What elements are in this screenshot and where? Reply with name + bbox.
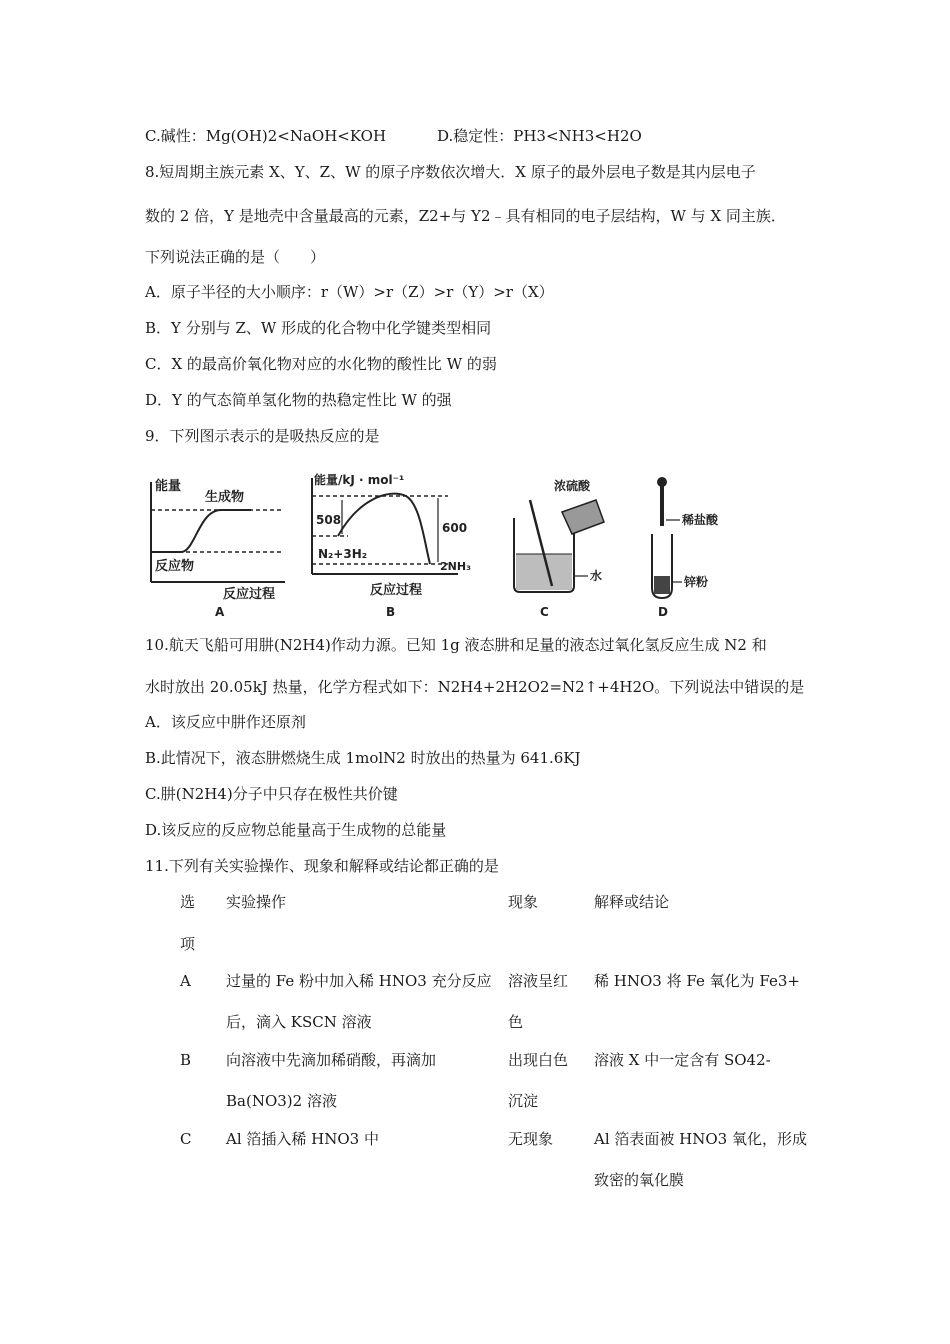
- table-header-operation: 实验操作: [226, 893, 287, 911]
- table-row-a-operation-1: 过量的 Fe 粉中加入稀 HNO3 充分反应: [226, 972, 492, 990]
- q10-option-a: A．该反应中肼作还原剂: [145, 713, 306, 731]
- figure-d-tag: D: [658, 605, 668, 619]
- table-row-a-phenomenon-2: 色: [508, 1013, 524, 1031]
- figure-d-dropper-bulb: [657, 477, 667, 487]
- figure-a-curve: [151, 510, 251, 552]
- table-header-option-a: 选: [180, 893, 196, 911]
- figure-d-dropper-tube: [660, 486, 664, 526]
- table-row-a-operation-2: 后，滴入 KSCN 溶液: [226, 1013, 372, 1031]
- figure-c-bottle: [562, 500, 604, 534]
- figure-b-val2: 600: [442, 521, 468, 535]
- figure-b-val1: 508: [316, 513, 342, 527]
- q8-stem-line1: 8.短周期主族元素 X、Y、Z、W 的原子序数依次增大．X 原子的最外层电子数是其内层电子: [145, 163, 756, 181]
- q8-option-c: C．X 的最高价氧化物对应的水化物的酸性比 W 的弱: [145, 355, 497, 373]
- table-row-b-option: B: [180, 1051, 192, 1069]
- figure-c-beaker: [500, 470, 630, 620]
- q8-stem-line3: 下列说法正确的是（ ）: [145, 248, 326, 266]
- table-row-c-option: C: [180, 1130, 192, 1148]
- table-row-b-conclusion-1: 溶液 X 中一定含有 SO42-: [594, 1051, 771, 1069]
- table-row-b-phenomenon-2: 沉淀: [508, 1092, 539, 1110]
- figure-c-tag: C: [540, 605, 549, 619]
- q8-option-b: B．Y 分别与 Z、W 形成的化合物中化学键类型相同: [145, 319, 492, 337]
- q10-option-c: C.肼(N2H4)分子中只存在极性共价键: [145, 785, 398, 803]
- figure-a-ylabel: 能量: [155, 479, 182, 494]
- figure-d-zinc: [654, 576, 670, 594]
- table-row-a-phenomenon-1: 溶液呈红: [508, 972, 569, 990]
- figure-a-reactant-label: 反应物: [155, 559, 195, 574]
- q9-stem: 9．下列图示表示的是吸热反应的是: [145, 427, 380, 445]
- q7-option-d: D.稳定性：PH3<NH3<H2O: [437, 127, 642, 145]
- table-row-c-conclusion-2: 致密的氧化膜: [594, 1171, 685, 1189]
- figure-c-label2: 水: [590, 569, 603, 583]
- table-row-c-conclusion-1: Al 箔表面被 HNO3 氧化，形成: [594, 1130, 807, 1148]
- figure-a-product-label: 生成物: [205, 490, 245, 505]
- q10-option-b: B.此情况下，液态肼燃烧生成 1molN2 时放出的热量为 641.6KJ: [145, 749, 581, 767]
- table-row-b-operation-2: Ba(NO3)2 溶液: [226, 1092, 337, 1110]
- q8-option-a: A．原子半径的大小顺序：r（W）>r（Z）>r（Y）>r（X）: [145, 283, 554, 301]
- table-header-option-b: 项: [180, 935, 196, 953]
- table-row-a-conclusion-1: 稀 HNO3 将 Fe 氧化为 Fe3+: [594, 972, 800, 990]
- figure-a-xlabel: 反应过程: [223, 587, 276, 602]
- figure-a-tag: A: [215, 605, 225, 619]
- figure-b-ylabel: 能量/kJ · mol⁻¹: [314, 473, 405, 487]
- table-row-c-operation-1: Al 箔插入稀 HNO3 中: [226, 1130, 379, 1148]
- figure-b-reactant-label: N₂+3H₂: [318, 547, 368, 561]
- q7-option-c: C.碱性：Mg(OH)2<NaOH<KOH: [145, 127, 387, 145]
- q11-stem: 11.下列有关实验操作、现象和解释或结论都正确的是: [145, 857, 499, 875]
- q10-option-d: D.该反应的反应物总能量高于生成物的总能量: [145, 821, 447, 839]
- figure-b-product-label: 2NH₃: [440, 560, 471, 573]
- q8-option-d: D．Y 的气态简单氢化物的热稳定性比 W 的强: [145, 391, 452, 409]
- q8-stem-line2: 数的 2 倍，Y 是地壳中含量最高的元素，Z2+与 Y2﹣具有相同的电子层结构，W 与 X 同主族．: [145, 207, 786, 225]
- figure-d-label1: 稀盐酸: [682, 513, 719, 527]
- figure-b-energy-diagram: [298, 470, 488, 620]
- table-row-b-operation-1: 向溶液中先滴加稀硝酸，再滴加: [226, 1051, 437, 1069]
- table-row-b-phenomenon-1: 出现白色: [508, 1051, 569, 1069]
- figure-a-energy-diagram: [143, 470, 293, 620]
- q10-stem-line2: 水时放出 20.05kJ 热量，化学方程式如下：N2H4+2H2O2=N2↑+4H2O。下列说法中错误的是: [145, 678, 805, 696]
- q10-stem-line1: 10.航天飞船可用肼(N2H4)作动力源。已知 1g 液态肼和足量的液态过氧化氢反应生成 N2 和: [145, 636, 767, 654]
- table-row-a-option: A: [180, 972, 191, 990]
- figure-c-label1: 浓硫酸: [554, 479, 591, 493]
- figure-d-label2: 锌粉: [684, 575, 709, 589]
- figure-d-test-tube: [640, 470, 750, 620]
- figure-b-tag: B: [386, 605, 396, 619]
- table-row-c-phenomenon-1: 无现象: [508, 1130, 554, 1148]
- table-header-phenomenon: 现象: [508, 893, 539, 911]
- figure-b-xlabel: 反应过程: [370, 583, 423, 598]
- table-header-conclusion: 解释或结论: [594, 893, 670, 911]
